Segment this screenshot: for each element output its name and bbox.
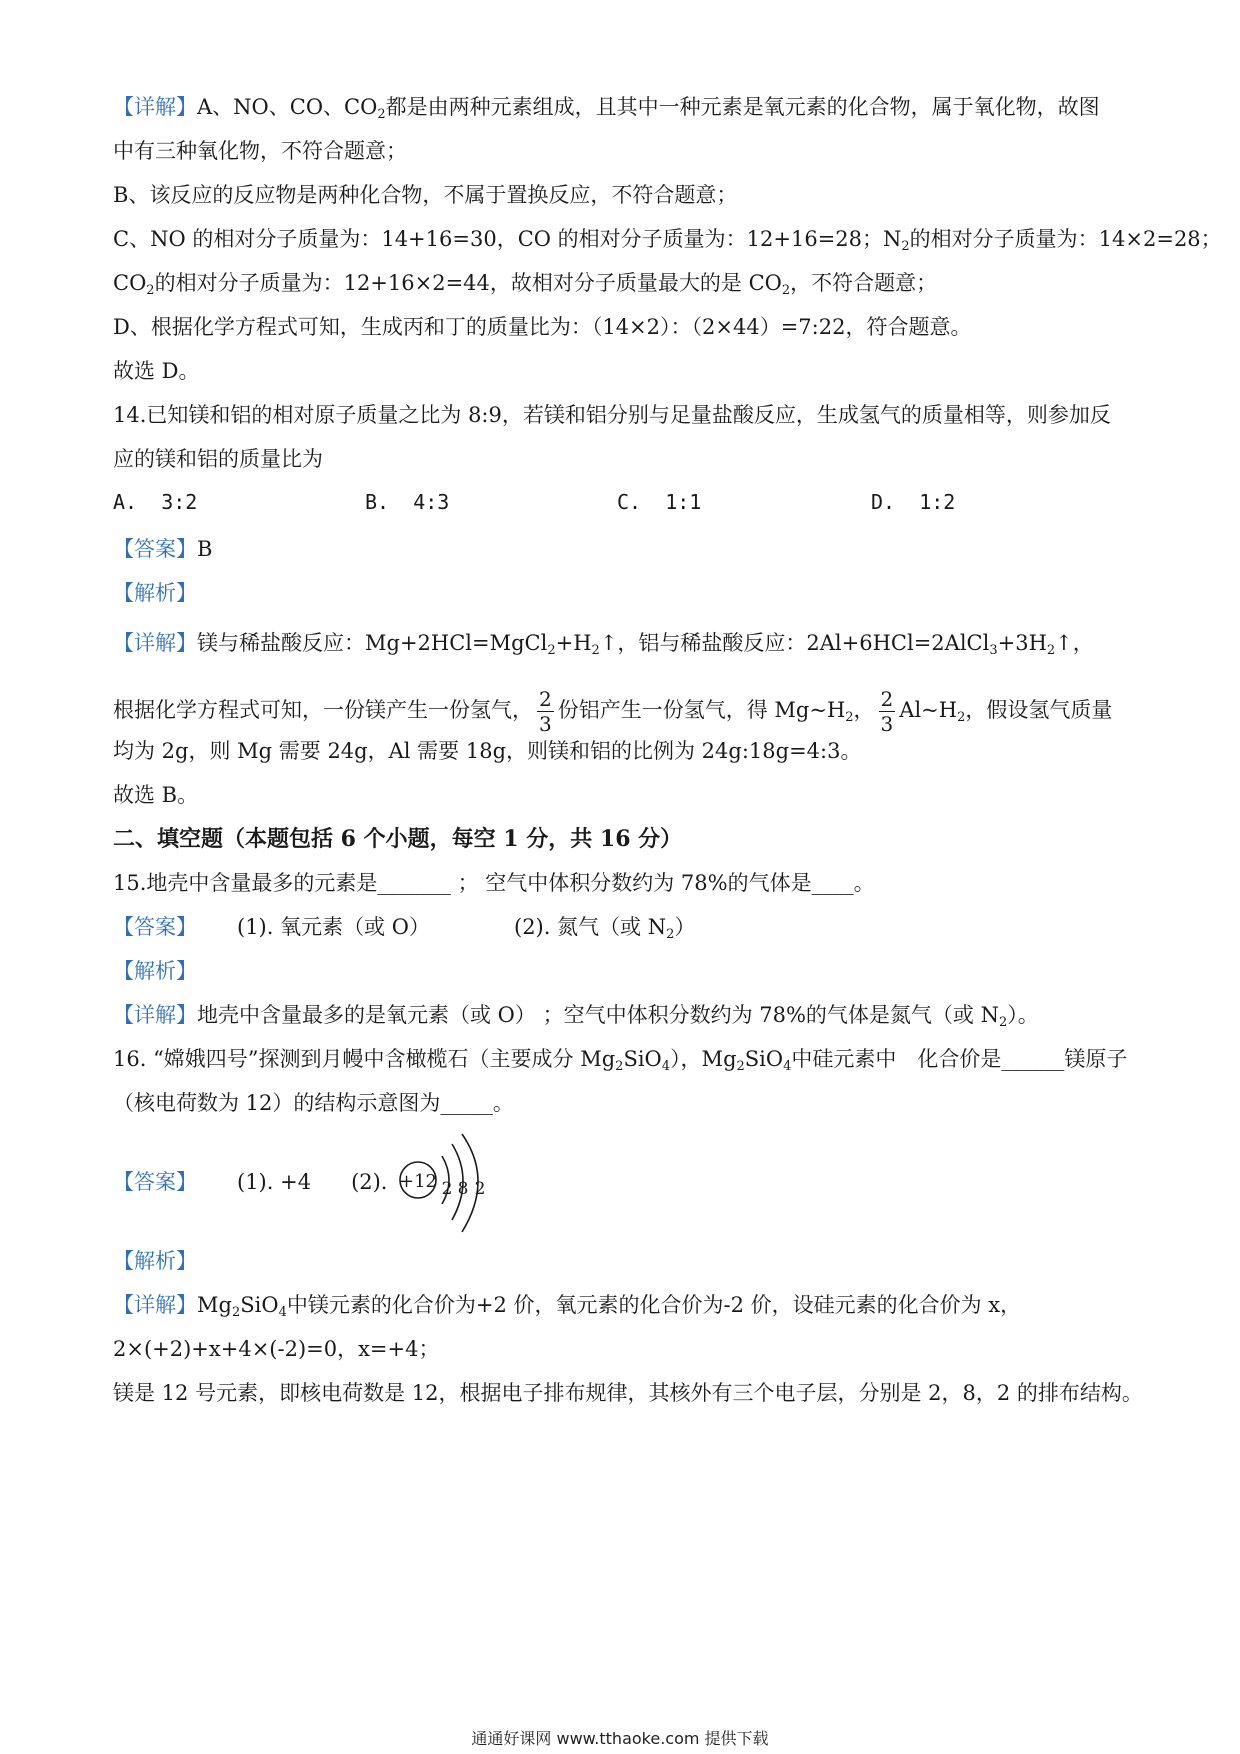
q13-conclusion: 故选 D。 xyxy=(113,359,200,383)
q16-detail-3: 镁是 12 号元素，即核电荷数是 12，根据电子排布规律，其核外有三个电子层，分别是 2，8，2 的排布结构。 xyxy=(113,1381,1143,1405)
q13-detail-d: D、根据化学方程式可知，生成丙和丁的质量比为：（14×2）：（2×44）=7:22，符合题意。 xyxy=(113,315,972,339)
q15-answer: 【答案】 (1). 氧元素（或 O） (2). 氮气（或 $N_2$） xyxy=(113,915,696,942)
q15-detail: 【详解】地壳中含量最多的是氧元素（或 O） ；空气中体积分数约为 78%的气体是氮气（或 $N_2$）。 xyxy=(113,1003,1039,1030)
q13-detail-c-cont: $CO_2$的相对分子质量为：12+16×2=44，故相对分子质量最大的是 $CO_2$，不符合题意； xyxy=(113,271,938,298)
q14-answer: 【答案】B xyxy=(113,537,213,561)
q13-detail-b: B、该反应的反应物是两种化合物，不属于置换反应，不符合题意； xyxy=(113,183,738,207)
q14-option-d: D. 1:2 xyxy=(871,490,956,514)
q14-stem: 14.已知镁和铝的相对原子质量之比为 8:9，若镁和铝分别与足量盐酸反应，生成氢气的质量相等，则参加反 xyxy=(113,403,1111,427)
q16-analysis xyxy=(113,1246,1130,1276)
atom-structure-diagram xyxy=(390,1130,520,1240)
answer-tag: 【答案】 xyxy=(113,537,197,561)
q13-detail-c: C、NO 的相对分子质量为：14+16=30，CO 的相对分子质量为：12+16=28；$N_2$的相对分子质量为：14×2=28； xyxy=(113,227,1222,254)
fraction: $\frac{2}{3}$ xyxy=(539,687,552,736)
q14-option-a: A. 3:2 xyxy=(113,490,198,514)
section-heading: 二、填空题（本题包括 6 个小题，每空 1 分，共 16 分） xyxy=(113,826,683,852)
q14-stem-cont: 应的镁和铝的质量比为 xyxy=(113,447,323,471)
detail-tag: 【详解】 xyxy=(113,1003,197,1027)
q16-detail-1: 【详解】$Mg_2SiO_4$中镁元素的化合价为+2 价，氧元素的化合价为-2 价，设硅元素的化合价为 x， xyxy=(113,1293,1022,1320)
q14-option-c: C. 1:1 xyxy=(617,490,702,514)
page-footer: 通通好课网 www.tthaoke.com 提供下载 xyxy=(471,1729,769,1748)
q14-detail-3: 均为 2g，则 Mg 需要 24g，Al 需要 18g，则镁和铝的比例为 24g:18g=4:3。 xyxy=(113,739,862,763)
q13-detail-a: 【详解】A、NO、CO、$CO_2$都是由两种元素组成，且其中一种元素是氧元素的化合物，属于氧化物，故图 xyxy=(113,95,1100,122)
shell-electron-count: 2 xyxy=(441,1179,453,1199)
shell-electron-count: 8 xyxy=(457,1179,469,1199)
q16-answer: 【答案】 (1). +4 (2). xyxy=(113,1170,388,1194)
q13-detail-a-cont: 中有三种氧化物，不符合题意； xyxy=(113,139,407,163)
q14-detail-2: 根据化学方程式可知，一份镁产生一份氢气， $\frac{2}{3}$ 份铝产生一份氢气，得 $Mg\sim H_2$， $\frac{2}{3}$ $Al\sim H_2$，假设氢气质量 xyxy=(113,687,1113,736)
q14-conclusion: 故选 B。 xyxy=(113,783,199,807)
analysis-tag: 【解析】 xyxy=(113,1249,197,1273)
analysis-tag: 【解析】 xyxy=(113,959,197,983)
q16-detail-2: 2×(+2)+x+4×(-2)=0，x=+4； xyxy=(113,1337,440,1361)
answer-tag: 【答案】 xyxy=(113,915,197,939)
shell-electron-count: 2 xyxy=(474,1179,486,1199)
detail-tag: 【详解】 xyxy=(113,1293,197,1317)
nucleus-charge: +12 xyxy=(399,1171,437,1192)
fraction: $\frac{2}{3}$ xyxy=(880,687,894,736)
q16-stem-cont: （核电荷数为 12）的结构示意图为_____。 xyxy=(113,1091,514,1115)
q15-analysis xyxy=(113,956,1130,986)
q14-analysis xyxy=(113,578,1130,608)
q14-detail-1: 【详解】镁与稀盐酸反应：$Mg+2HCl=MgCl_2+H_2↑$，铝与稀盐酸反应：$2Al+6HCl=2AlCl_3+3H_2↑$， xyxy=(113,631,1094,658)
detail-tag: 【详解】 xyxy=(113,631,197,655)
answer-tag: 【答案】 xyxy=(113,1170,197,1194)
q15-stem: 15.地壳中含量最多的元素是_______ ； 空气中体积分数约为 78%的气体是____。 xyxy=(113,871,875,895)
analysis-tag: 【解析】 xyxy=(113,581,197,605)
detail-tag: 【详解】 xyxy=(113,95,197,119)
q14-option-b: B. 4:3 xyxy=(365,490,450,514)
q16-stem: 16. “嫦娥四号”探测到月幔中含橄榄石（主要成分 $Mg_2SiO_4$），$Mg_2SiO_4$中硅元素中 化合价是______镁原子 xyxy=(113,1047,1128,1074)
